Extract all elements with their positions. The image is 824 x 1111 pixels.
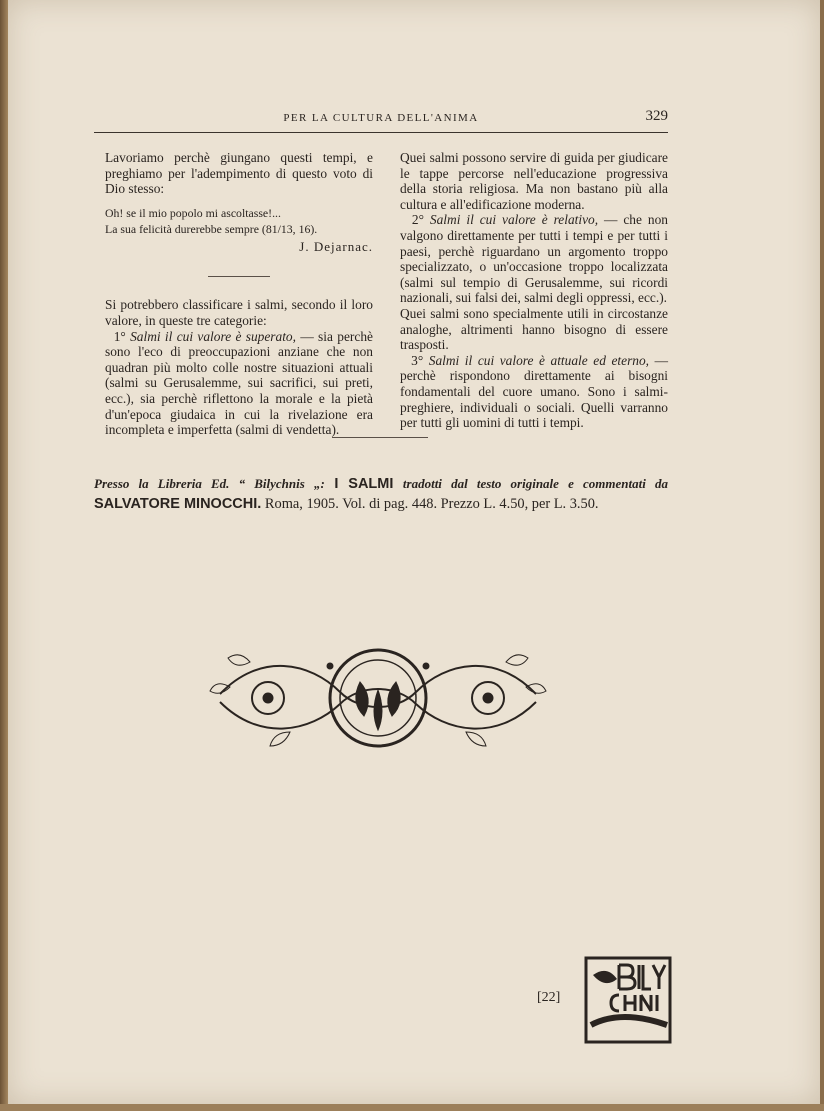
page-header (94, 108, 668, 133)
item-number: 2° (411, 212, 424, 228)
item-number: 1° (113, 328, 126, 344)
folio-number: [22] (537, 990, 561, 1005)
page-bottom-edge (0, 1104, 824, 1111)
item-text: — sia perchè sono l'eco di preoccupazioni anziane che non quadran più molto colle nostre situazioni attuali (salmi su Gerusalemme, sui sacrifici, sui preti, ecc.), sia perchè riflettono la morale e la pietà d'un'epoca giudaica in cui la rivelazione era incompleta e imperfetta (salmi di vendetta). (105, 328, 373, 438)
paragraph: Quei salmi possono servire di guida per giudicare le tappe percorse nell'educazione progressiva della storia religiosa. Ma non bastano più alla cultura e all'edificazione moderna. (400, 150, 668, 212)
bilychnis-logo-icon (583, 955, 673, 1045)
section-divider (332, 437, 428, 438)
quotation (105, 205, 373, 237)
notice-middle: tradotti dal testo originale e commentati da (402, 476, 668, 491)
category-item (400, 212, 668, 306)
paragraph: Quei salmi sono specialmente utili in circostanze analoghe, altrimenti hanno bisogno di essere trasposti. (400, 305, 668, 353)
section-divider (208, 276, 270, 277)
category-item (105, 329, 373, 438)
paragraph: Si potrebbero classificare i salmi, secondo il loro valore, in queste tre categorie: (105, 297, 373, 328)
item-number: 3° (411, 352, 424, 368)
left-column (105, 150, 373, 438)
item-text: — perchè rispondono direttamente ai bisogni fondamentali del cuore umano. Sono i salmi-preghiere, individuali o sociali. Quelli varranno per tutti gli uomini di tutti i tempi. (400, 352, 668, 431)
item-title: Salmi il cui valore è superato, (130, 328, 296, 344)
signature: J. Dejarnac. (299, 238, 373, 254)
quote-line: Oh! se il mio popolo mi ascoltasse!... (105, 205, 281, 220)
notice-intro: Presso la Libreria Ed. “ Bilychnis „: (94, 476, 325, 491)
category-item (400, 353, 668, 431)
book-notice (94, 474, 668, 514)
item-title: Salmi il cui valore è attuale ed eterno, (428, 352, 650, 368)
right-column (400, 150, 668, 431)
book-details: Roma, 1905. Vol. di pag. 448. Prezzo L. 4.50, per L. 3.50. (264, 496, 599, 512)
book-spine (0, 0, 8, 1111)
running-title: PER LA CULTURA DELL'ANIMA (283, 112, 479, 124)
item-title: Salmi il cui valore è relativo, (429, 212, 599, 228)
book-author: SALVATORE MINOCCHI. (94, 496, 262, 512)
item-text: — che non valgono direttamente per tutti i tempi e per tutti i paesi, perchè riguardano un argomento troppo specializzato, o un'occasione troppo localizzata (salmi sul tempio di Gerusalemme, sui ricordi nazionali, sui falsi dei, salmi degli oppressi, ecc.). (400, 212, 668, 306)
page-number: 329 (645, 108, 668, 124)
book-title: I SALMI (334, 476, 394, 492)
quote-line: La sua felicità durerebbe sempre (81/13, 16). (105, 221, 318, 236)
floral-ornament-icon (200, 632, 556, 764)
paragraph: Lavoriamo perchè giungano questi tempi, e preghiamo per l'adempimento di questo voto di Dio stesso: (105, 150, 373, 197)
